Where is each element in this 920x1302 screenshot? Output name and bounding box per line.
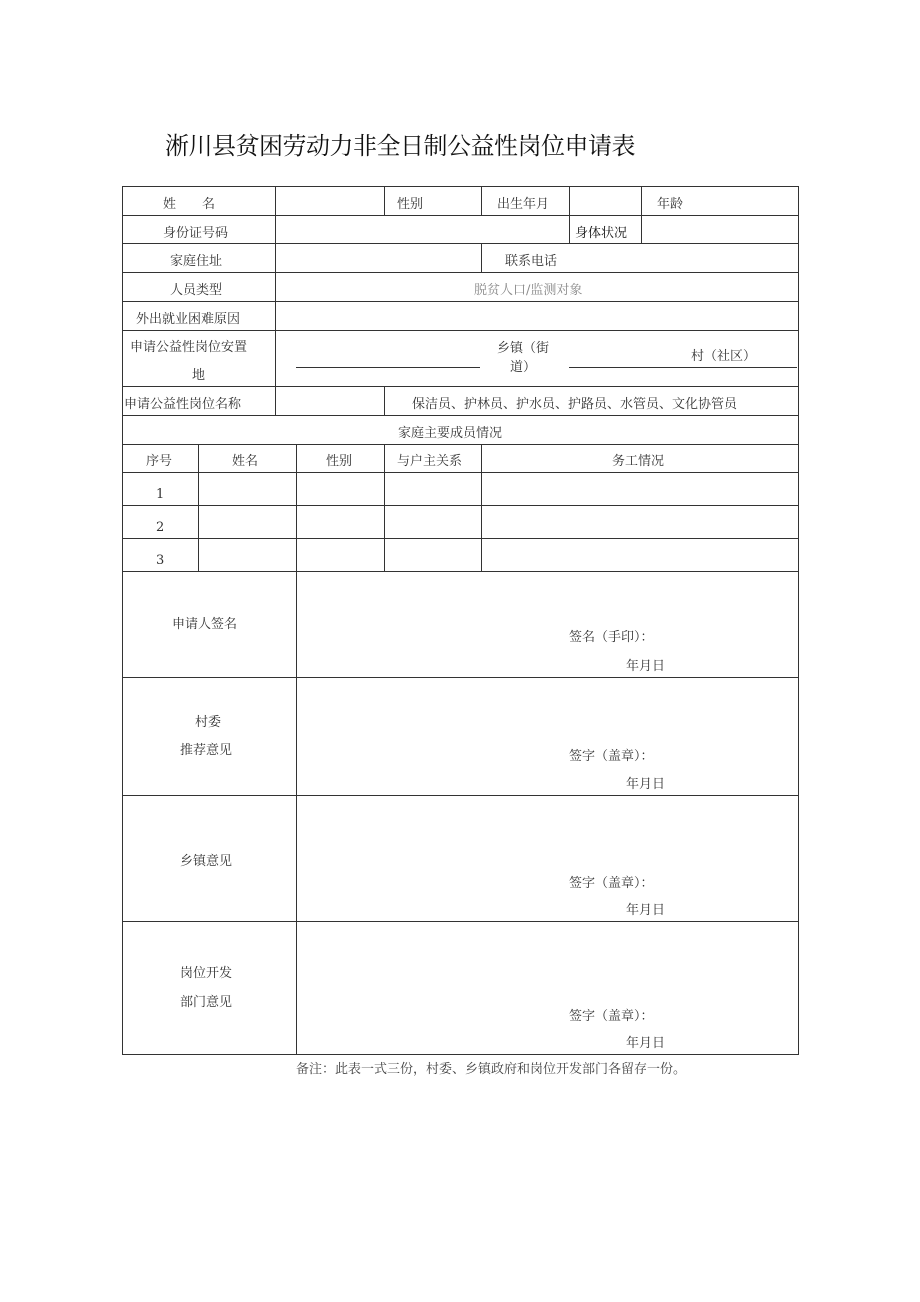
age-label: 年龄 (657, 197, 684, 212)
id-number-field[interactable] (276, 216, 568, 242)
post-options[interactable]: 保洁员、护林员、护水员、护路员、水管员、文化协管员 (412, 397, 738, 412)
town-date: 年月日 (626, 903, 666, 918)
village-date: 年月日 (626, 777, 666, 792)
id-number-label: 身份证号码 (163, 226, 229, 241)
person-type-label: 人员类型 (170, 283, 223, 298)
town-sign-text: 签字（盖章）： (569, 876, 654, 891)
village-sign-text: 签字（盖章）： (569, 749, 654, 764)
row-divider (122, 415, 799, 416)
placement-label-cont: 地 (192, 368, 206, 383)
phone-label: 联系电话 (505, 254, 558, 269)
dept-opinion-label: 岗位开发 (180, 966, 233, 981)
employment-difficulty-field[interactable] (276, 302, 798, 329)
family-row[interactable] (199, 473, 798, 504)
col-divider (481, 243, 482, 272)
applicant-signature-label: 申请人签名 (172, 617, 238, 632)
col-header-no: 序号 (146, 454, 173, 469)
col-divider (275, 272, 276, 301)
family-row[interactable] (199, 539, 798, 570)
applicant-date: 年月日 (626, 659, 666, 674)
placement-label: 申请公益性岗位安置 (130, 340, 248, 355)
name-field[interactable] (276, 187, 383, 214)
row-divider (122, 444, 799, 445)
town-label: 乡镇（街 (497, 341, 550, 356)
applicant-sign-text: 签名（手印）： (569, 630, 654, 645)
town-opinion-label: 乡镇意见 (180, 854, 233, 869)
name-label: 姓 名 (163, 197, 216, 212)
col-header-name: 姓名 (232, 454, 259, 469)
dept-opinion-area[interactable] (297, 922, 798, 1054)
row-divider (122, 330, 799, 331)
town-opinion-area[interactable] (297, 796, 798, 920)
address-field[interactable] (276, 244, 480, 271)
employment-difficulty-label: 外出就业困难原因 (136, 312, 241, 327)
col-header-work: 务工情况 (612, 454, 665, 469)
col-divider (275, 330, 276, 386)
town-label-cont: 道） (510, 360, 537, 375)
col-divider (275, 386, 276, 415)
row-divider (122, 386, 799, 387)
birth-date-label: 出生年月 (497, 197, 550, 212)
dept-sign-text: 签字（盖章）： (569, 1009, 654, 1024)
post-name-label: 申请公益性岗位名称 (124, 397, 242, 412)
col-header-gender: 性别 (326, 454, 353, 469)
page-title: 淅川县贫困劳动力非全日制公益性岗位申请表 (165, 132, 635, 160)
family-section-title: 家庭主要成员情况 (398, 426, 503, 441)
village-opinion-area[interactable] (297, 678, 798, 794)
dept-date: 年月日 (626, 1036, 666, 1051)
family-row-no: 1 (156, 487, 165, 502)
col-header-relation: 与户主关系 (397, 454, 463, 469)
health-field[interactable] (642, 216, 798, 242)
row-divider (122, 272, 799, 273)
village-opinion-label-cont: 推荐意见 (180, 743, 233, 758)
gender-label: 性别 (397, 197, 424, 212)
col-divider (384, 186, 385, 215)
footnote: 备注：此表一式三份，村委、乡镇政府和岗位开发部门各留存一份。 (296, 1062, 687, 1077)
village-underline[interactable] (569, 367, 797, 368)
family-row-no: 3 (156, 553, 165, 568)
health-label: 身体状况 (575, 226, 628, 241)
col-divider (384, 386, 385, 415)
town-underline[interactable] (296, 367, 480, 368)
family-row-no: 2 (156, 520, 165, 535)
village-opinion-label: 村委 (195, 715, 222, 730)
dept-opinion-label-cont: 部门意见 (180, 995, 233, 1010)
birth-date-field[interactable] (570, 187, 640, 214)
village-label: 村（社区） (691, 349, 757, 364)
applicant-signature-area[interactable] (297, 572, 798, 676)
person-type-options[interactable]: 脱贫人口/监测对象 (474, 283, 583, 298)
col-divider (481, 186, 482, 215)
family-row[interactable] (199, 506, 798, 537)
address-label: 家庭住址 (170, 254, 223, 269)
